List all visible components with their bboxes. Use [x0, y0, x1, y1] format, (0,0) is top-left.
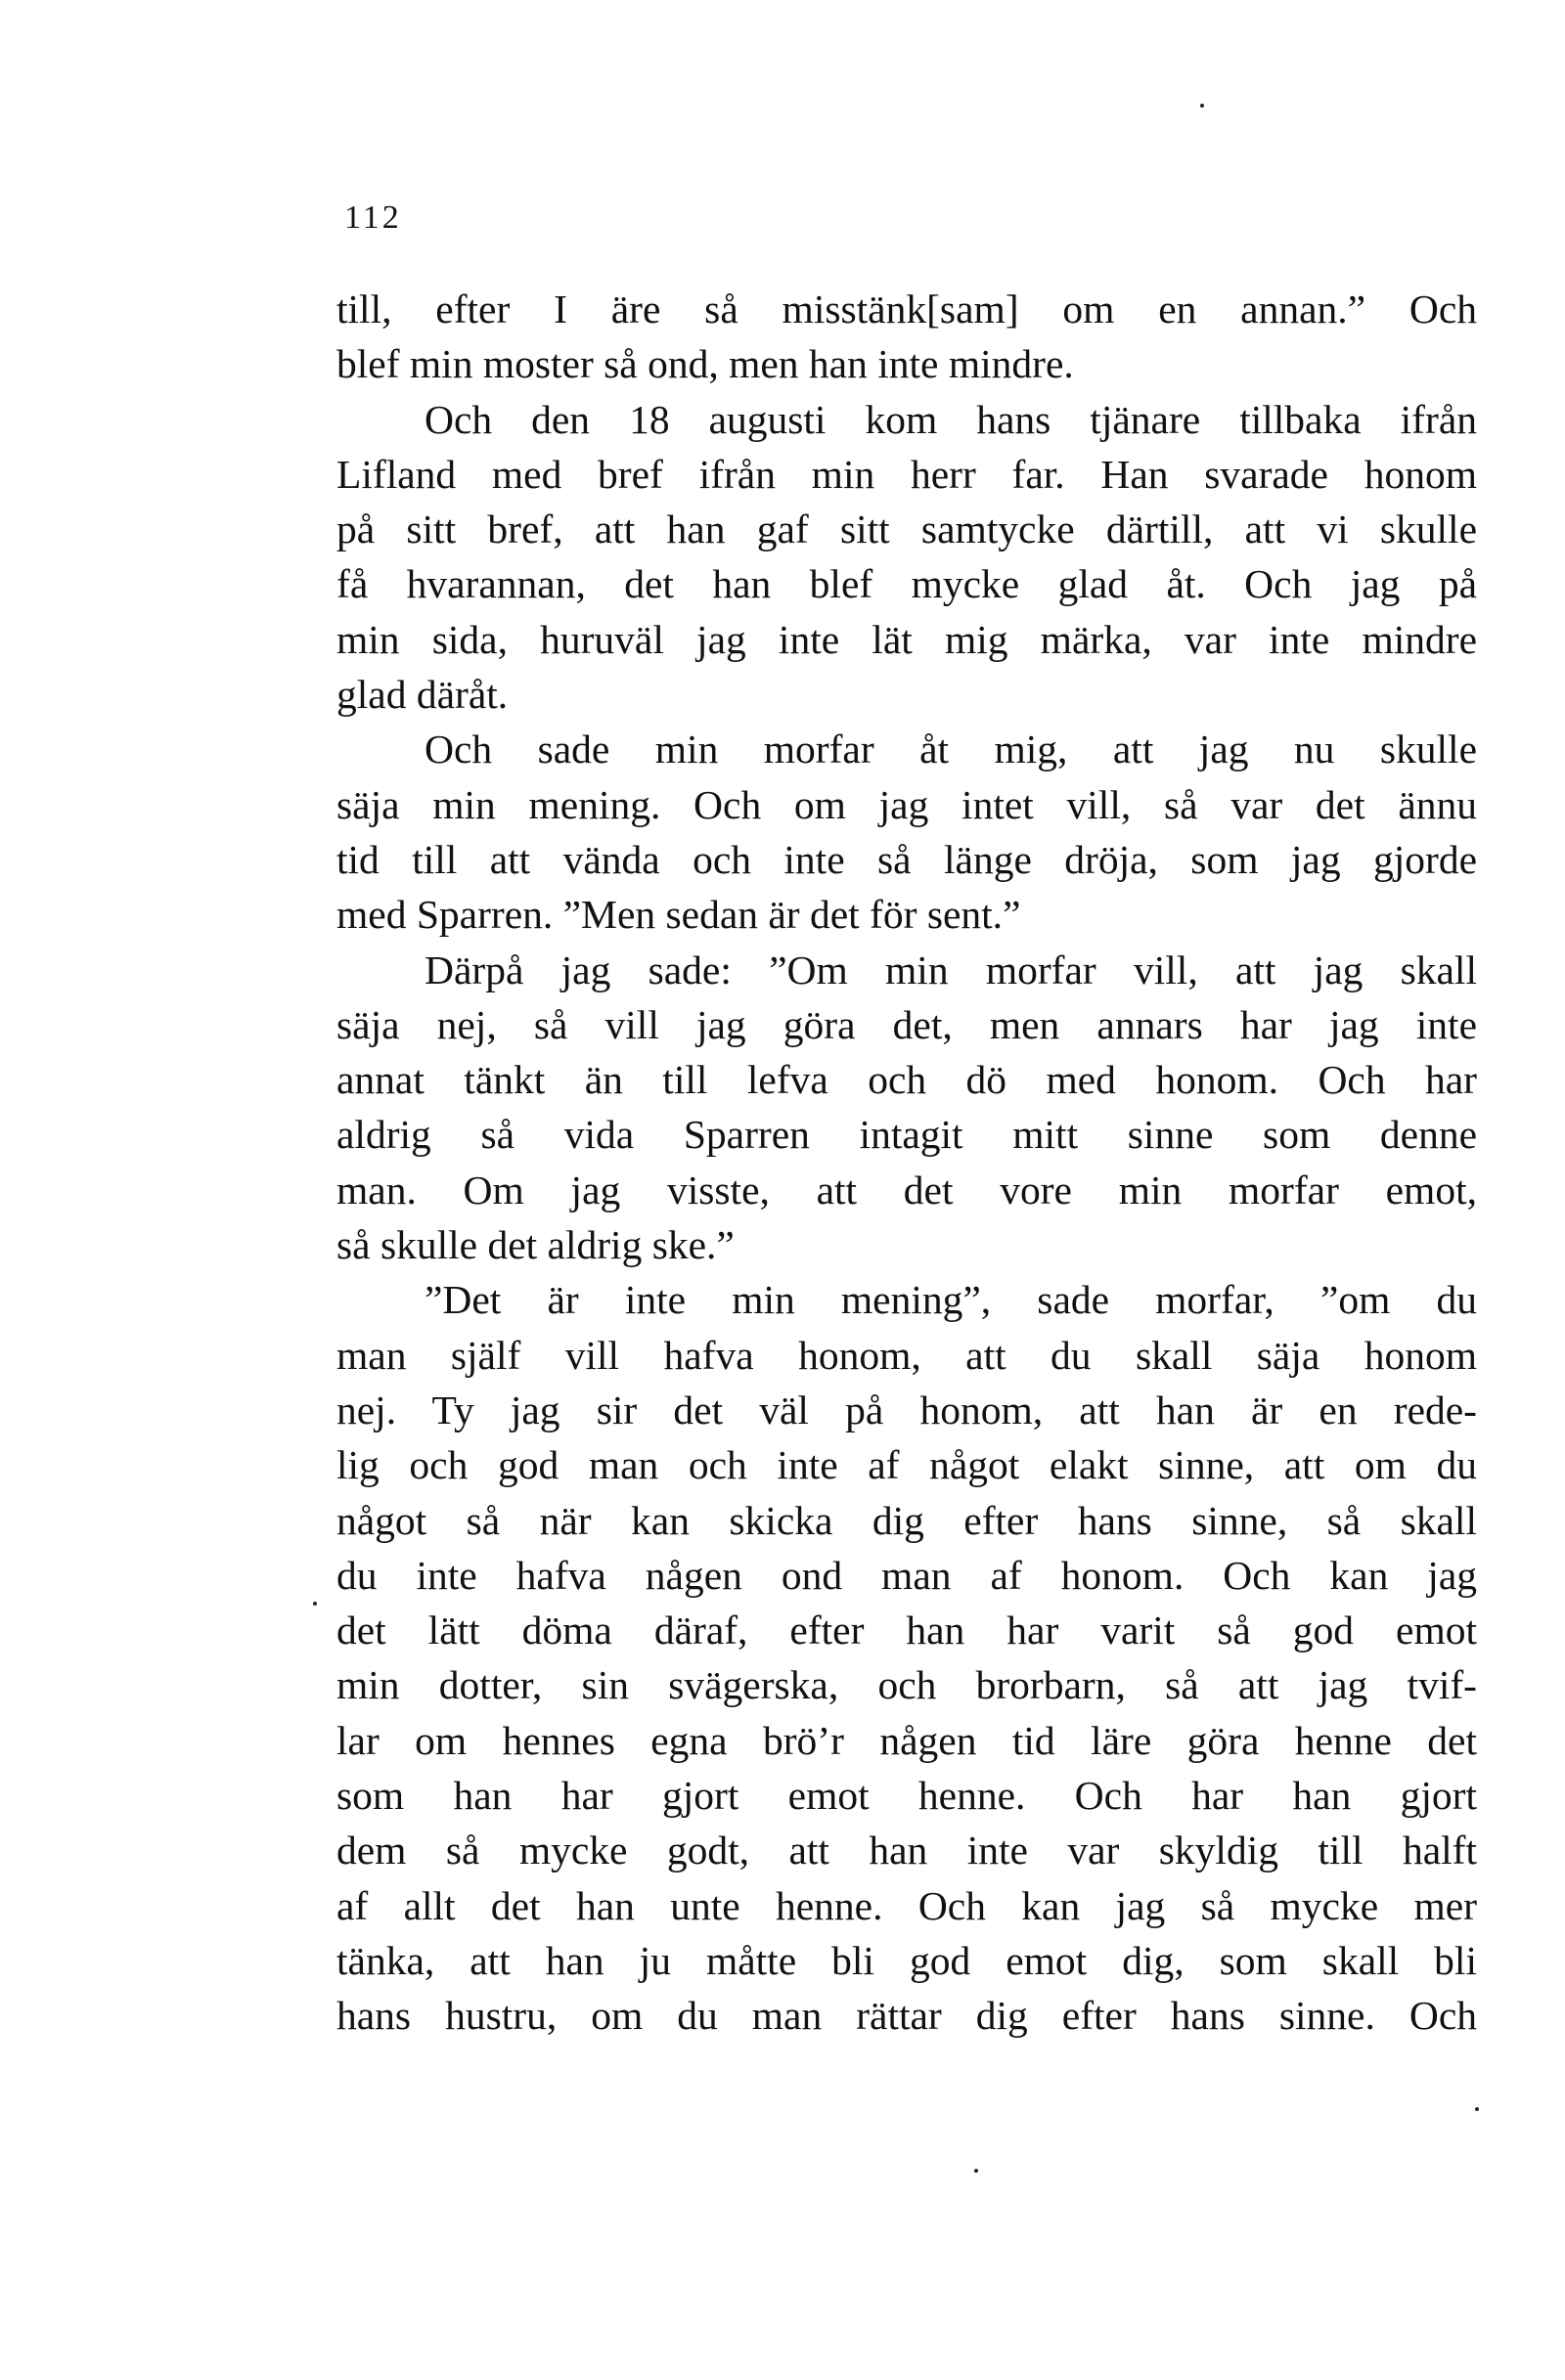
- text-line: säja nej, så vill jag göra det, men annars har jag inte: [336, 1001, 1477, 1047]
- print-speck: [1475, 2107, 1479, 2111]
- text-line: tänka, att han ju måtte bli god emot dig, som skall bli: [336, 1937, 1477, 1983]
- text-line: hans hustru, om du man rättar dig efter hans sinne. Och: [336, 1993, 1477, 2039]
- text-line: ”Det är inte min mening”, sade morfar, ”om du: [425, 1277, 1477, 1323]
- body-text: [336, 282, 1477, 2044]
- text-line: på sitt bref, att han gaf sitt samtycke därtill, att vi skulle: [336, 507, 1477, 552]
- text-line: min dotter, sin svägerska, och brorbarn, så att jag tvif-: [336, 1662, 1477, 1708]
- text-line: med Sparren. ”Men sedan är det för sent.”: [336, 892, 1021, 938]
- text-line: något så när kan skicka dig efter hans sinne, så skall: [336, 1497, 1477, 1543]
- text-line: till, efter I äre så misstänk[sam] om en annan.” Och: [336, 286, 1477, 331]
- text-line: du inte hafva någen ond man af honom. Och kan jag: [336, 1552, 1477, 1598]
- text-line: glad däråt.: [336, 672, 509, 718]
- text-line: Och den 18 augusti kom hans tjänare tillbaka ifrån: [425, 396, 1477, 442]
- print-speck: [1200, 104, 1204, 108]
- text-line: lar om hennes egna brö’r någen tid läre göra henne det: [336, 1717, 1477, 1763]
- text-line: Därpå jag sade: ”Om min morfar vill, att jag skall: [425, 947, 1477, 992]
- text-line: man. Om jag visste, att det vore min morfar emot,: [336, 1167, 1477, 1212]
- print-speck: [313, 1602, 317, 1606]
- text-line: Lifland med bref ifrån min herr far. Han svarade honom: [336, 451, 1477, 497]
- text-line: nej. Ty jag sir det väl på honom, att han är en rede-: [336, 1387, 1477, 1432]
- text-line: så skulle det aldrig ske.”: [336, 1222, 735, 1268]
- text-line: få hvarannan, det han blef mycke glad åt. Och jag på: [336, 561, 1477, 607]
- text-line: säja min mening. Och om jag intet vill, så var det ännu: [336, 781, 1477, 827]
- text-line: aldrig så vida Sparren intagit mitt sinne som denne: [336, 1112, 1477, 1158]
- text-line: som han har gjort emot henne. Och har han gjort: [336, 1773, 1477, 1819]
- text-line: tid till att vända och inte så länge dröja, som jag gjorde: [336, 836, 1477, 882]
- text-line: lig och god man och inte af något elakt sinne, att om du: [336, 1442, 1477, 1488]
- text-line: annat tänkt än till lefva och dö med honom. Och har: [336, 1057, 1477, 1103]
- text-line: blef min moster så ond, men han inte mindre.: [336, 341, 1074, 387]
- text-line: min sida, huruväl jag inte lät mig märka, var inte mindre: [336, 616, 1477, 662]
- text-line: dem så mycke godt, att han inte var skyldig till halft: [336, 1828, 1477, 1873]
- text-line: man själf vill hafva honom, att du skall säja honom: [336, 1332, 1477, 1378]
- text-line: det lätt döma däraf, efter han har varit så god emot: [336, 1608, 1477, 1653]
- text-line: af allt det han unte henne. Och kan jag så mycke mer: [336, 1882, 1477, 1928]
- print-speck: [974, 2169, 978, 2173]
- text-line: Och sade min morfar åt mig, att jag nu skulle: [425, 727, 1477, 772]
- page-number: 112: [344, 199, 402, 236]
